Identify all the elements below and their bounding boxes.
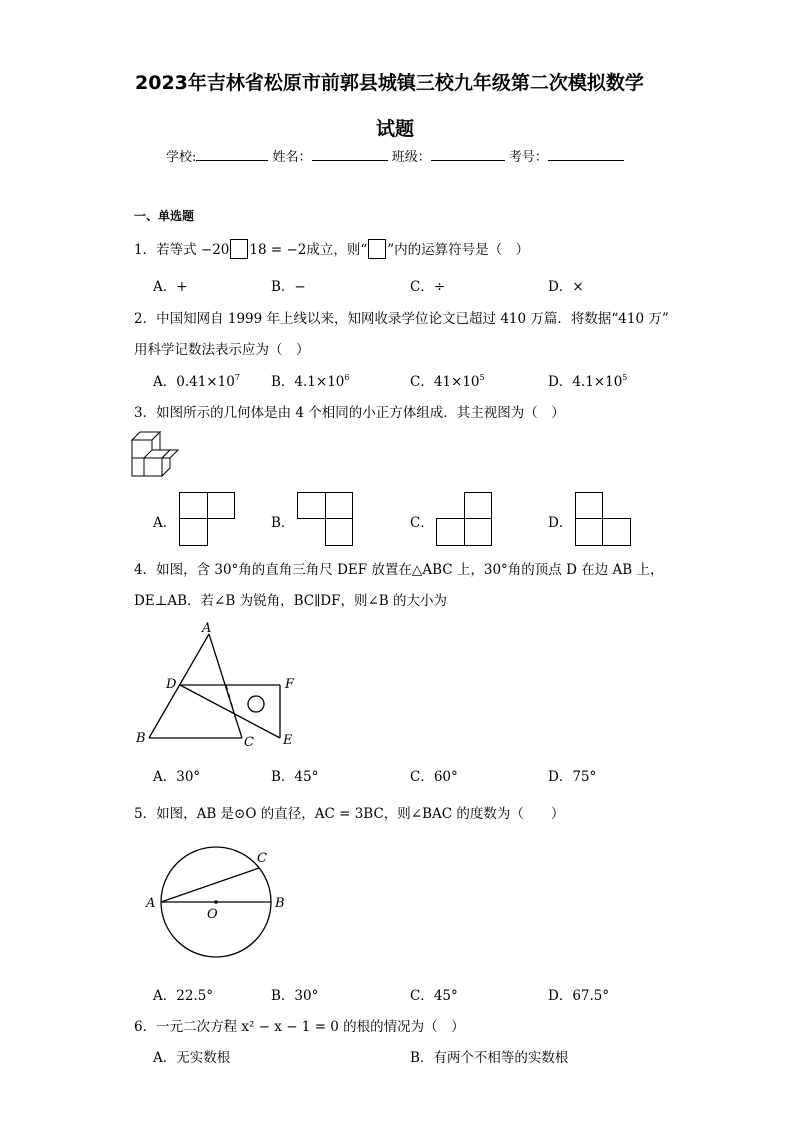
- q4-option-d[interactable]: D．75°: [548, 769, 597, 785]
- q5-label-b: B: [275, 896, 285, 911]
- q2-d-base: 4.1×10: [572, 374, 623, 390]
- q5-label-a: A: [146, 896, 156, 911]
- q5-option-c[interactable]: C．45°: [410, 988, 458, 1004]
- q4-option-c[interactable]: C．60°: [410, 769, 458, 785]
- q3-option-b-view[interactable]: [297, 492, 355, 548]
- q2-d-label: D．: [548, 374, 573, 390]
- q2-c-base: 41×10: [433, 374, 480, 390]
- q4-label-f: F: [285, 677, 295, 692]
- id-field[interactable]: [548, 146, 624, 161]
- school-label: 学校:: [166, 150, 197, 165]
- q2-d-exp: 5: [622, 373, 628, 382]
- question-2-line1: 2．中国知网自 1999 年上线以来，知网收录学位论文已超过 410 万篇．将数据“410 万”: [134, 311, 669, 327]
- page-title-line2: 试题: [376, 118, 415, 140]
- q4-triangle-figure: [130, 618, 310, 750]
- q2-option-b[interactable]: [271, 370, 349, 390]
- q2-b-base: 4.1×10: [294, 374, 345, 390]
- question-1-stem: [134, 238, 529, 259]
- q2-option-d[interactable]: [548, 370, 627, 390]
- question-3-stem: 3．如图所示的几何体是由 4 个相同的小正方体组成．其主视图为（ ）: [134, 405, 565, 421]
- q6-option-b[interactable]: B．有两个不相等的实数根: [410, 1050, 569, 1066]
- q5-label-c: C: [257, 851, 267, 866]
- q2-b-exp: 6: [344, 373, 350, 382]
- q4-label-d: D: [166, 677, 177, 692]
- q4-label-e: E: [283, 733, 293, 748]
- q2-option-a[interactable]: [153, 370, 240, 390]
- id-label: 考号：: [508, 150, 548, 165]
- q2-a-label: A．: [153, 374, 177, 390]
- q2-option-c[interactable]: [410, 370, 485, 390]
- q3-option-b-label[interactable]: B．: [271, 515, 295, 531]
- q2-a-exp: 7: [234, 373, 240, 382]
- q1-blank-box: [230, 239, 248, 259]
- q1-stem-part-b: 18 = −2成立，则“: [249, 242, 368, 258]
- q4-label-a: A: [202, 621, 212, 636]
- class-field[interactable]: [431, 146, 505, 161]
- question-4-line2: DE⊥AB．若∠B 为锐角，BC∥DF，则∠B 的大小为: [134, 593, 448, 609]
- q5-option-b[interactable]: B．30°: [271, 988, 319, 1004]
- q2-a-base: 0.41×10: [176, 374, 235, 390]
- q1-option-d[interactable]: D．×: [548, 279, 584, 295]
- section-heading: 一、单选题: [134, 209, 195, 223]
- q1-option-c[interactable]: C．÷: [410, 279, 446, 295]
- q1-blank-box-2: [368, 239, 386, 259]
- name-field[interactable]: [312, 146, 388, 161]
- page-title-line1: 2023年吉林省松原市前郭县城镇三校九年级第二次模拟数学: [135, 72, 644, 94]
- q2-c-exp: 5: [479, 373, 485, 382]
- class-label: 班级：: [391, 150, 431, 165]
- q5-option-a[interactable]: A．22.5°: [153, 988, 214, 1004]
- q3-option-d-view[interactable]: [575, 492, 633, 548]
- q1-option-a[interactable]: A．+: [153, 279, 188, 295]
- q5-option-d[interactable]: D．67.5°: [548, 988, 610, 1004]
- question-6-stem: 6．一元二次方程 x² − x − 1 = 0 的根的情况为（ ）: [134, 1019, 465, 1035]
- q3-option-c-label[interactable]: C．: [410, 515, 434, 531]
- q6-option-a[interactable]: A．无实数根: [153, 1050, 231, 1066]
- name-label: 姓名：: [272, 150, 312, 165]
- q5-label-o: O: [207, 907, 218, 922]
- q1-option-b[interactable]: B．−: [271, 279, 306, 295]
- info-line: [166, 146, 624, 165]
- q3-option-d-label[interactable]: D．: [548, 515, 573, 531]
- q4-option-b[interactable]: B．45°: [271, 769, 319, 785]
- q4-option-a[interactable]: A．30°: [153, 769, 201, 785]
- q3-option-c-view[interactable]: [436, 492, 494, 548]
- question-2-line2: 用科学记数法表示应为（ ）: [134, 342, 310, 358]
- q4-label-b: B: [136, 731, 146, 746]
- q2-c-label: C．: [410, 374, 434, 390]
- q3-option-a-label[interactable]: A．: [153, 515, 177, 531]
- q1-stem-part-c: ”内的运算符号是（ ）: [387, 242, 530, 258]
- q5-circle-figure: [144, 842, 294, 972]
- q1-stem-part-a: 1．若等式 −20: [134, 242, 230, 258]
- q4-label-c: C: [244, 735, 254, 750]
- school-field[interactable]: [196, 146, 268, 161]
- question-5-stem: 5．如图，AB 是⊙O 的直径，AC = 3BC，则∠BAC 的度数为（ ）: [134, 806, 565, 822]
- q2-b-label: B．: [271, 374, 295, 390]
- q3-option-a-view[interactable]: [179, 492, 237, 548]
- q3-cube-figure: [130, 428, 182, 478]
- question-4-line1: 4．如图，含 30°角的直角三角尺 DEF 放置在△ABC 上，30°角的顶点 D 在边 AB 上，: [134, 562, 664, 578]
